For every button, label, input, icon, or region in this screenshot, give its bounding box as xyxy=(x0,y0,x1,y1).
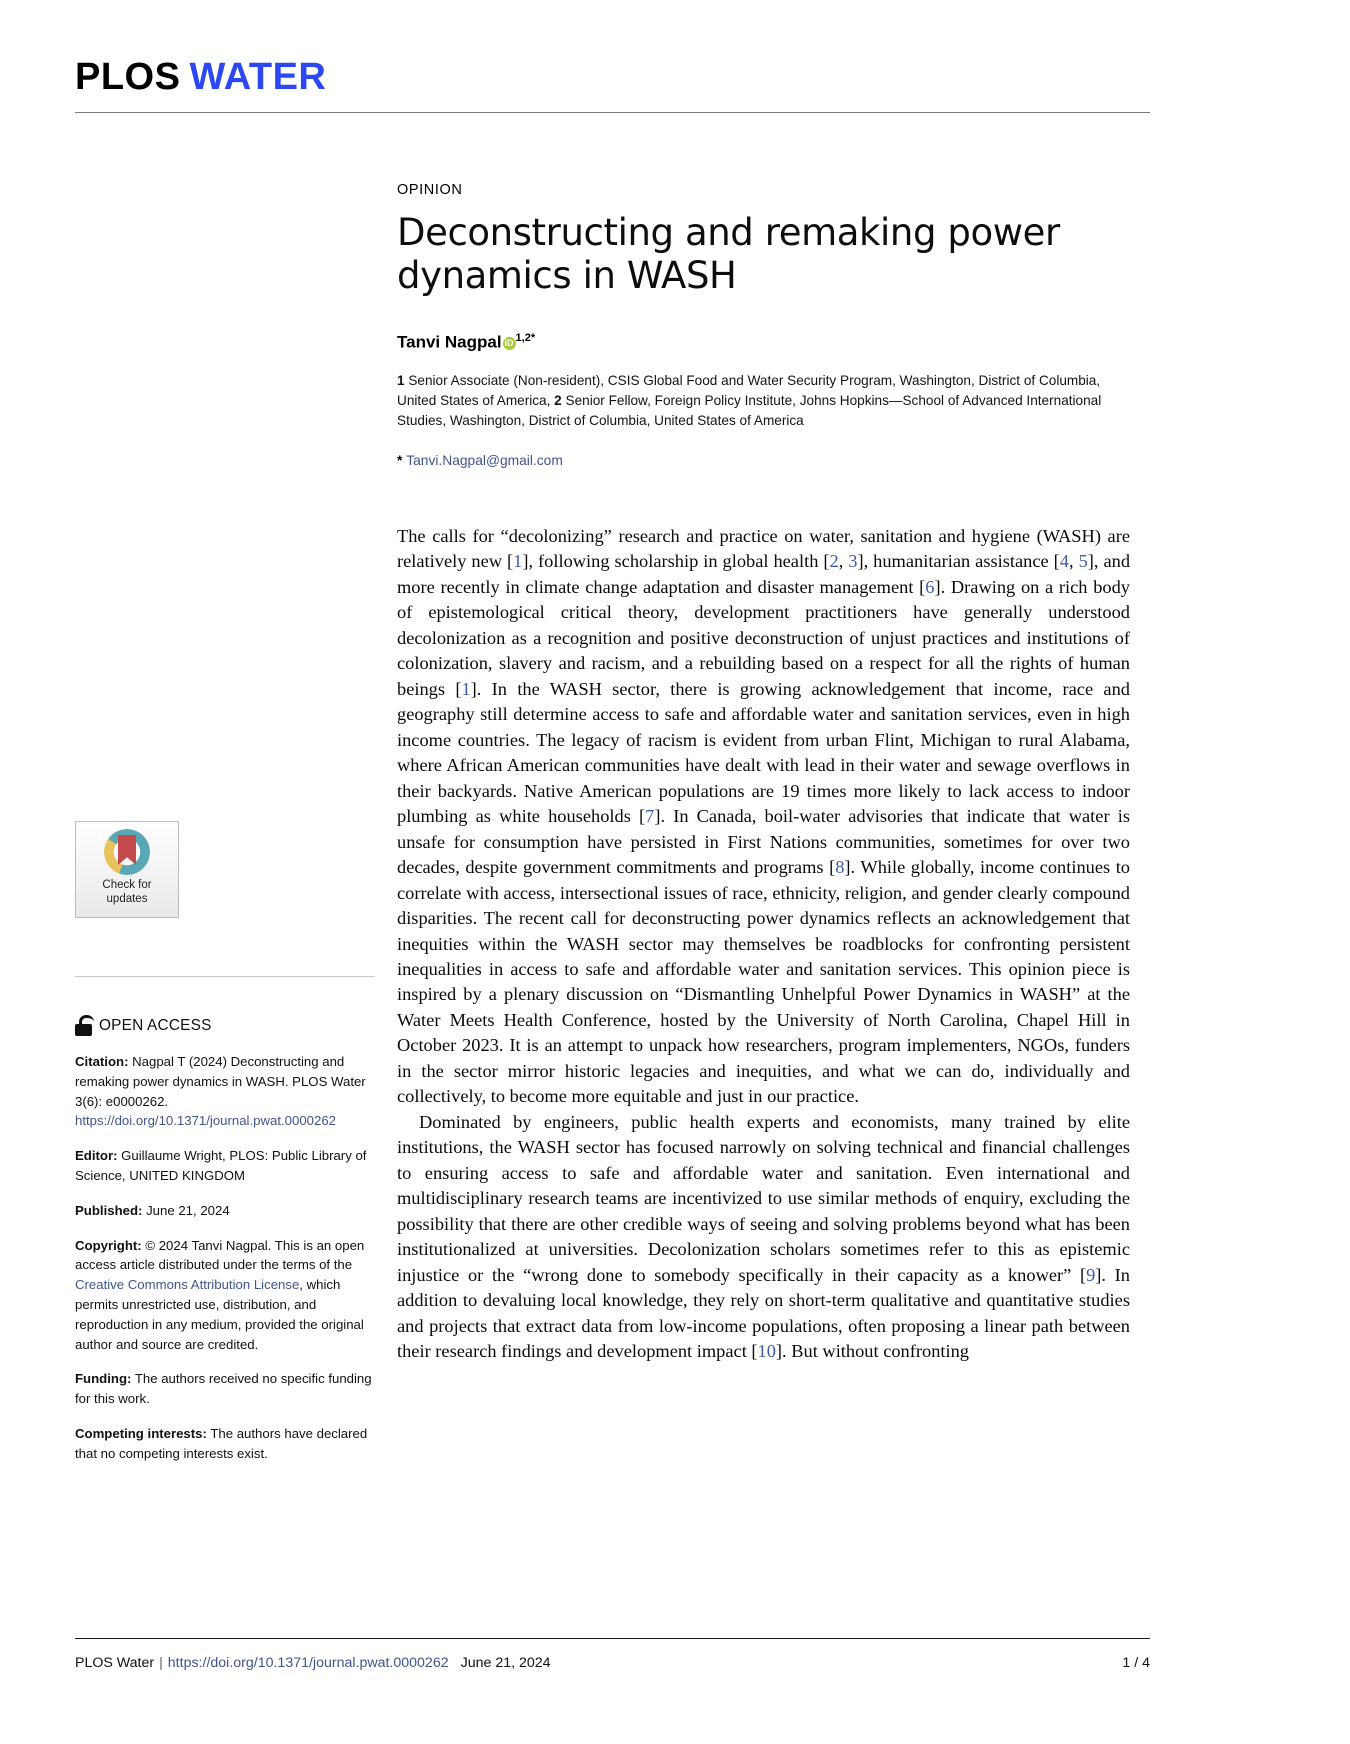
crossmark-icon xyxy=(104,829,150,875)
check-updates-line-1: Check for xyxy=(102,879,152,891)
citation-ref-4[interactable]: 4 xyxy=(1059,551,1069,572)
citation-ref-10[interactable]: 10 xyxy=(757,1341,776,1362)
article-metadata-block xyxy=(75,1015,375,1479)
corresponding-star: * xyxy=(397,452,407,468)
copyright-label: Copyright: xyxy=(75,1237,142,1253)
p2-s0: Dominated by engineers, public health experts and economists, many trained by elite institutions, the WASH sector has focused narrowly on solving technical and financial challenges to ensuring access to safe and affordable water and sanitation. Even international and multidisciplinary research teams are incentivized to use similar methods of enquiry, excluding the possibility that there are other credible ways of seeing and solving problems beyond what has been institutionalized at universities. Decolonization scholars sometimes refer to this as epistemic injustice or the “wrong done to somebody specifically in their capacity as a knower” [ xyxy=(397,1111,1130,1285)
p1-s6: ]. Drawing on a rich body of epistemological critical theory, development practitioners have generally understood decolonization as a recognition and positive deconstruction of unjust practices and institutions of colonization, slavery and racism, and a rebuilding based on a respect for all the rights of human beings [ xyxy=(397,576,1130,699)
page-title: Deconstructing and remaking power dynamics in WASH xyxy=(397,211,1060,297)
competing-interests-meta xyxy=(75,1424,375,1464)
editor-text: Guillaume Wright, PLOS: Public Library of Science, UNITED KINGDOM xyxy=(75,1148,367,1183)
open-lock-icon xyxy=(75,1015,92,1036)
p1-s3: ], humanitarian assistance [ xyxy=(857,551,1060,572)
affiliation-text-2: Senior Fellow, Foreign Policy Institute, Johns Hopkins—School of Advanced International Studies, Washington, District of Columbia, United States of America xyxy=(397,392,1102,428)
citation-label: Citation: xyxy=(75,1054,129,1069)
logo-plos-text: PLOS xyxy=(75,56,181,98)
footer-left xyxy=(75,1655,551,1671)
competing-interests-label: Competing interests: xyxy=(75,1425,207,1441)
check-for-updates-label xyxy=(102,879,151,906)
masthead-divider xyxy=(75,112,1150,113)
citation-ref-1[interactable]: 1 xyxy=(513,551,523,572)
p1-s0: The calls for “decolonizing” research and practice on water, sanitation and hygiene (WASH) are relatively new [ xyxy=(397,525,1130,572)
article-main xyxy=(397,182,1130,1365)
footer-doi-link[interactable]: https://doi.org/10.1371/journal.pwat.0000262 xyxy=(167,1655,449,1671)
citation-ref-5[interactable]: 5 xyxy=(1078,551,1088,572)
copyright-text-1: © 2024 Tanvi Nagpal. This is an open access article distributed under the terms of the xyxy=(75,1237,365,1273)
plos-water-logo xyxy=(75,58,1150,96)
cc-license-link[interactable]: Creative Commons Attribution License xyxy=(75,1277,300,1293)
copyright-meta xyxy=(75,1236,375,1355)
p1-s9: ]. While globally, income continues to correlate with access, intersectional issues of race, ethnicity, religion, and gender clearly compound disparities. The recent call for deconstructing power dynamics reflects an acknowledgement that inequities within the WASH sector may themselves be roadblocks for confronting persistent inequalities in access to safe and affordable water and sanitation services. This opinion piece is inspired by a plenary discussion on “Dismantling Unhelpful Power Dynamics in WASH” at the Water Meets Health Conference, hosted by the University of North Carolina, Chapel Hill in October 2023. It is an attempt to unpack how researchers, program implementers, NGOs, funders in the sector mirror historic legacies and inequities, and what we can do, individually and collectively, to become more equitable and just in our practice. xyxy=(397,857,1130,1107)
editor-meta xyxy=(75,1146,375,1186)
footer-journal-name: PLOS Water xyxy=(75,1655,155,1671)
published-meta xyxy=(75,1201,375,1221)
author-line xyxy=(397,332,1130,353)
author-corresponding-mark: * xyxy=(530,331,536,344)
citation-ref-7[interactable]: 7 xyxy=(645,806,655,827)
affiliations xyxy=(397,371,1130,431)
citation-text: Nagpal T (2024) Deconstructing and remaking power dynamics in WASH. PLOS Water 3(6): e0000262. xyxy=(75,1054,366,1109)
affiliation-marker-2: 2 xyxy=(554,392,562,408)
citation-ref-6[interactable]: 6 xyxy=(925,576,935,597)
author-affiliation-marks: 1,2 xyxy=(515,331,531,344)
footer-date: June 21, 2024 xyxy=(460,1655,551,1671)
p1-s5: ], and more recently in climate change adaptation and disaster management [ xyxy=(397,551,1131,597)
citation-ref-9[interactable]: 9 xyxy=(1086,1264,1096,1285)
affiliation-marker-1: 1 xyxy=(397,372,405,388)
footer-divider xyxy=(75,1638,1150,1639)
citation-doi-link[interactable]: https://doi.org/10.1371/journal.pwat.0000262 xyxy=(75,1113,337,1129)
funding-meta xyxy=(75,1369,375,1409)
logo-water-text: WATER xyxy=(189,56,327,98)
footer-page-number: 1 / 4 xyxy=(1122,1655,1150,1671)
affiliation-text-1: Senior Associate (Non-resident), CSIS Global Food and Water Security Program, Washington, District of Columbia, United States of America, xyxy=(397,372,1101,408)
check-for-updates-badge[interactable] xyxy=(75,821,179,918)
corresponding-email-link[interactable]: Tanvi.Nagpal@gmail.com xyxy=(406,452,563,468)
citation-ref-8[interactable]: 8 xyxy=(835,857,845,878)
body-paragraph-2 xyxy=(397,1110,1130,1365)
p2-s2: ]. But without confronting xyxy=(775,1341,970,1362)
citation-meta xyxy=(75,1052,375,1131)
citation-ref-3[interactable]: 3 xyxy=(848,551,858,572)
p2-s1: ]. In addition to devaluing local knowledge, they rely on short-term qualitative and quantitative studies and projects that extract data from low-income populations, often proposing a linear path between their research findings and development impact [ xyxy=(397,1264,1130,1362)
funding-label: Funding: xyxy=(75,1371,132,1387)
p1-s1: ], following scholarship in global health [ xyxy=(522,551,830,572)
published-date: June 21, 2024 xyxy=(142,1202,230,1218)
footer-separator: | xyxy=(159,1655,163,1671)
funding-text: The authors received no specific funding for this work. xyxy=(75,1371,372,1407)
article-body xyxy=(397,524,1130,1365)
corresponding-author-line xyxy=(397,453,1130,468)
editor-label: Editor: xyxy=(75,1148,118,1164)
check-updates-line-2: updates xyxy=(106,892,148,905)
check-for-updates-box[interactable] xyxy=(75,821,179,918)
author-name: Tanvi Nagpal xyxy=(397,332,502,352)
body-paragraph-1 xyxy=(397,524,1130,1110)
article-type-kicker: OPINION xyxy=(397,182,463,198)
open-access-label: OPEN ACCESS xyxy=(99,1016,212,1034)
p1-s4: , xyxy=(1068,551,1079,572)
lock-body-icon xyxy=(75,1024,92,1036)
p1-s7: ]. In the WASH sector, there is growing acknowledgement that income, race and geography still determine access to safe and affordable water and sanitation services, even in high income countries. The legacy of racism is evident from urban Flint, Michigan to rural Alabama, where African American communities have dealt with lead in their water and sewage overflows in their backyards. Native American populations are 19 times more likely to lack access to indoor plumbing as white households [ xyxy=(397,678,1130,827)
copyright-text-2: , which permits unrestricted use, distribution, and reproduction in any medium, provided the original author and source are credited. xyxy=(75,1277,364,1352)
competing-interests-text: The authors have declared that no competing interests exist. xyxy=(75,1425,368,1461)
p1-s8: ]. In Canada, boil-water advisories that indicate that water is unsafe for consumption have persisted in First Nations communities, sometimes for over two decades, despite government commitments and programs [ xyxy=(397,806,1130,878)
journal-masthead xyxy=(75,58,1150,96)
p1-s2: , xyxy=(838,551,849,572)
orcid-icon[interactable]: iD xyxy=(504,338,514,349)
page-footer xyxy=(75,1655,1150,1671)
citation-ref-2[interactable]: 2 xyxy=(829,551,839,572)
sidebar-divider xyxy=(75,976,375,977)
published-label: Published: xyxy=(75,1202,143,1218)
open-access-row xyxy=(75,1015,375,1036)
citation-ref-1b[interactable]: 1 xyxy=(461,678,471,699)
